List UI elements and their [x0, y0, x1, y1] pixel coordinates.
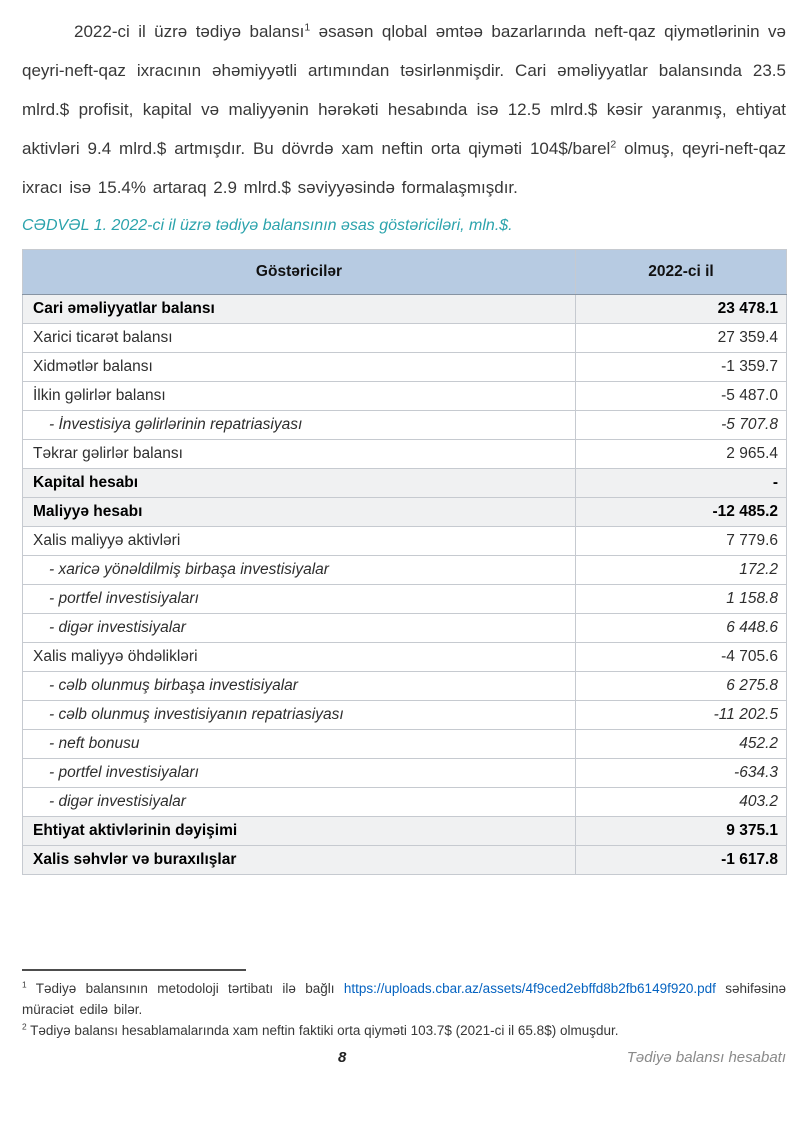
table-row [23, 469, 787, 498]
table-row [23, 440, 787, 469]
table-row [23, 759, 787, 788]
footnote-1-text-before: Tədiyə balansının metodoloji tərtibatı ilə bağlı [26, 981, 344, 996]
intro-text-1: 2022-ci il üzrə tədiyə balansı [74, 22, 305, 41]
table-row [23, 817, 787, 846]
row-label: Xidmətlər balansı [23, 353, 576, 382]
row-value: -12 485.2 [576, 498, 787, 527]
row-value: 6 275.8 [576, 672, 787, 701]
row-value: 1 158.8 [576, 585, 787, 614]
table-row [23, 498, 787, 527]
row-label: - digər investisiyalar [23, 614, 576, 643]
row-label: Maliyyə hesabı [23, 498, 576, 527]
table-row [23, 353, 787, 382]
row-label: Təkrar gəlirlər balansı [23, 440, 576, 469]
row-value: 403.2 [576, 788, 787, 817]
row-label: Xalis maliyyə aktivləri [23, 527, 576, 556]
table-row [23, 643, 787, 672]
intro-paragraph [22, 12, 786, 207]
table-row [23, 730, 787, 759]
footnote-2-marker: 2 [22, 1021, 27, 1032]
table-header-indicators: Göstəricilər [23, 250, 576, 295]
table-row [23, 411, 787, 440]
row-value: 452.2 [576, 730, 787, 759]
row-value: -5 487.0 [576, 382, 787, 411]
row-label: - cəlb olunmuş investisiyanın repatriasiyası [23, 701, 576, 730]
row-value: -11 202.5 [576, 701, 787, 730]
row-value: -1 617.8 [576, 846, 787, 875]
row-label: Kapital hesabı [23, 469, 576, 498]
intro-text-2: əsasən qlobal əmtəə bazarlarında neft-qaz qiymətlərinin və qeyri-neft-qaz ixracının əhəmiyyətli artımından təsirlənmişdir. Cari əməliyyatlar balansında 23.5 mlrd.$ profisit, kapital və maliyyənin hərəkəti hesabında isə 12.5 mlrd.$ kəsir yaranmış, ehtiyat aktivləri 9.4 mlrd.$ artmışdır. Bu dövrdə xam neftin orta qiyməti 104$/barel [22, 22, 786, 158]
row-value: -4 705.6 [576, 643, 787, 672]
row-value: - [576, 469, 787, 498]
table-row [23, 788, 787, 817]
row-label: - cəlb olunmuş birbaşa investisiyalar [23, 672, 576, 701]
table-row [23, 614, 787, 643]
row-label: - İnvestisiya gəlirlərinin repatriasiyası [23, 411, 576, 440]
row-value: -634.3 [576, 759, 787, 788]
row-label: Ehtiyat aktivlərinin dəyişimi [23, 817, 576, 846]
footnote-link[interactable]: https://uploads.cbar.az/assets/4f9ced2ebffd8b2fb6149f920.pdf [343, 981, 716, 996]
footnote-ref-2[interactable]: 2 [610, 138, 617, 151]
row-label: Xarici ticarət balansı [23, 324, 576, 353]
footnote-2-text: Tədiyə balansı hesablamalarında xam neftin faktiki orta qiyməti 103.7$ (2021-ci il 65.8$) olmuşdur. [26, 1023, 619, 1038]
row-value: 7 779.6 [576, 527, 787, 556]
footer-report-title: Tədiyə balansı hesabatı [626, 1049, 786, 1066]
row-value: 9 375.1 [576, 817, 787, 846]
footnote-1-marker: 1 [22, 979, 27, 990]
footnote-2 [22, 1020, 786, 1041]
row-label: - portfel investisiyaları [23, 759, 576, 788]
table-header-year: 2022-ci il [576, 250, 787, 295]
table-row [23, 295, 787, 324]
table-row [23, 382, 787, 411]
row-value: 23 478.1 [576, 295, 787, 324]
table-row [23, 324, 787, 353]
table-header-row [23, 250, 787, 295]
table-row [23, 701, 787, 730]
table-row [23, 527, 787, 556]
row-value: -5 707.8 [576, 411, 787, 440]
footnote-1-text-after: səhifəsinə müraciət edilə bilər. [22, 981, 787, 1017]
table-row [23, 556, 787, 585]
footnote-separator [22, 969, 246, 971]
footnote-1 [22, 978, 786, 1020]
row-label: Cari əməliyyatlar balansı [23, 295, 576, 324]
footnote-ref-1[interactable]: 1 [304, 21, 311, 34]
row-label: - xaricə yönəldilmiş birbaşa investisiyalar [23, 556, 576, 585]
balance-of-payments-table [22, 249, 787, 875]
page-footer [22, 1049, 786, 1073]
row-label: - neft bonusu [23, 730, 576, 759]
table-row [23, 585, 787, 614]
row-label: Xalis səhvlər və buraxılışlar [23, 846, 576, 875]
row-value: -1 359.7 [576, 353, 787, 382]
row-label: Xalis maliyyə öhdəlikləri [23, 643, 576, 672]
intro-text-3: olmuş, qeyri-neft-qaz ixracı isə 15.4% artaraq 2.9 mlrd.$ səviyyəsində formalaşmışdır. [22, 139, 786, 197]
page-number: 8 [338, 1049, 347, 1066]
row-value: 27 359.4 [576, 324, 787, 353]
row-label: - digər investisiyalar [23, 788, 576, 817]
row-label: İlkin gəlirlər balansı [23, 382, 576, 411]
balance-table-body [23, 295, 787, 875]
row-label: - portfel investisiyaları [23, 585, 576, 614]
table-caption: CƏDVƏL 1. 2022-ci il üzrə tədiyə balansının əsas göstəriciləri, mln.$. [22, 217, 513, 234]
row-value: 6 448.6 [576, 614, 787, 643]
footnotes-section [22, 969, 786, 1041]
row-value: 172.2 [576, 556, 787, 585]
row-value: 2 965.4 [576, 440, 787, 469]
table-row [23, 846, 787, 875]
table-row [23, 672, 787, 701]
